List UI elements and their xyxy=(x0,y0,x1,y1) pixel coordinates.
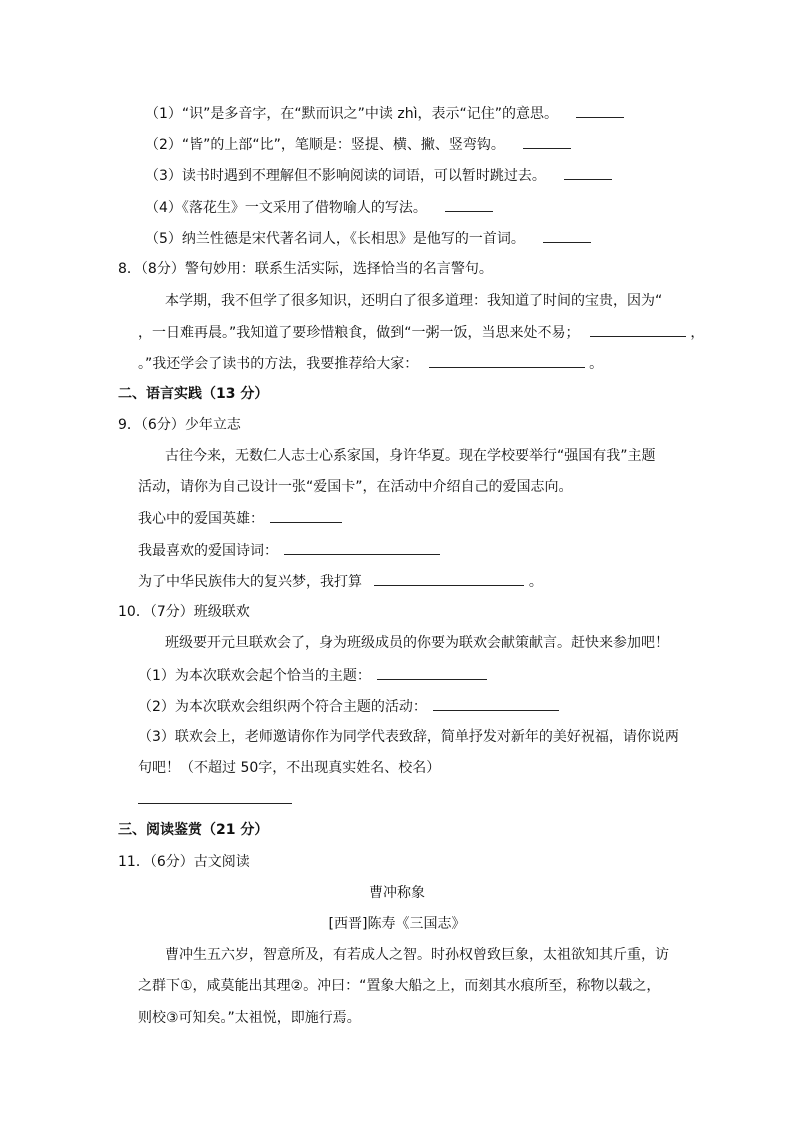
q10-activity-blank[interactable] xyxy=(433,696,559,711)
q10-sub-1: （1）为本次联欢会起个恰当的主题： xyxy=(138,665,487,686)
q10-sub-3b: 句吧！（不超过 50字，不出现真实姓名、校名） xyxy=(138,760,441,776)
q9-paragraph-1: 古往今来，无数仁人志士心系家国，身许华夏。现在学校要举行“强国有我”主题 xyxy=(165,448,656,464)
q9-title: 9．（6分）少年立志 xyxy=(118,417,241,433)
passage-line-1: 曹冲生五六岁，智意所及，有若成人之智。时孙权曾致巨象，太祖欲知其斤重，访 xyxy=(165,947,669,963)
passage-line-2: 之群下①，咸莫能出其理②。冲曰：“置象大船之上，而刻其水痕所至，称物以载之， xyxy=(138,978,661,994)
q8-line-3: 。”我还学会了读书的方法，我要推荐给大家： 。 xyxy=(138,353,603,374)
section-3-heading: 三、阅读鉴赏（21 分） xyxy=(118,822,269,838)
q8-blank-2[interactable] xyxy=(429,353,585,368)
q10-title: 10．（7分）班级联欢 xyxy=(118,604,250,620)
q10-theme-blank[interactable] xyxy=(377,665,487,680)
answer-blank[interactable] xyxy=(523,134,571,149)
q9-hero-line: 我心中的爱国英雄： xyxy=(138,508,342,529)
q9-paragraph-2: 活动，请你为自己设计一张“爱国卡”，在活动中介绍自己的爱国志向。 xyxy=(138,479,573,495)
q9-plan-line: 为了中华民族伟大的复兴梦，我打算 。 xyxy=(138,571,543,592)
judge-item-3: （3）读书时遇到不理解但不影响阅读的词语，可以暂时跳过去。 xyxy=(145,165,612,186)
judge-item-4: （4）《落花生》一文采用了借物喻人的写法。 xyxy=(145,197,493,218)
q9-poem-blank[interactable] xyxy=(284,540,440,555)
passage-title: 曹冲称象 xyxy=(369,885,425,901)
judge-item-5: （5）纳兰性德是宋代著名词人，《长相思》是他写的一首词。 xyxy=(145,228,591,249)
q11-title: 11．（6分）古文阅读 xyxy=(118,854,250,870)
passage-author: [西晋]陈寿《三国志》 xyxy=(328,916,466,932)
q8-line-2: ，一日难再晨。”我知道了要珍惜粮食，做到“一粥一饭，当思来处不易； ， xyxy=(138,322,704,343)
q10-sub-3a: （3）联欢会上，老师邀请你作为同学代表致辞，简单抒发对新年的美好祝福，请你说两 xyxy=(138,729,679,745)
q10-speech-blank[interactable] xyxy=(138,803,292,804)
judge-item-1: （1）“识”是多音字，在“默而识之”中读 zhì，表示“记住”的意思。 xyxy=(145,103,624,124)
judge-item-2: （2）“皆”的上部“比”，笔顺是：竖提、横、撇、竖弯钩。 xyxy=(145,134,571,155)
q8-line-1: 本学期，我不但学了很多知识，还明白了很多道理：我知道了时间的宝贵，因为“ xyxy=(165,293,663,309)
q8-title: 8．（8分）警句妙用：联系生活实际，选择恰当的名言警句。 xyxy=(118,261,493,277)
section-2-heading: 二、语言实践（13 分） xyxy=(118,386,269,402)
q10-intro: 班级要开元旦联欢会了，身为班级成员的你要为联欢会献策献言。赶快来参加吧！ xyxy=(165,635,669,651)
q10-sub-2: （2）为本次联欢会组织两个符合主题的活动： xyxy=(138,696,559,717)
passage-line-3: 则校③可知矣。”太祖悦，即施行焉。 xyxy=(138,1010,361,1026)
answer-blank[interactable] xyxy=(564,165,612,180)
q8-blank-1[interactable] xyxy=(590,322,686,337)
answer-blank[interactable] xyxy=(543,228,591,243)
q9-plan-blank[interactable] xyxy=(374,571,524,586)
answer-blank[interactable] xyxy=(576,103,624,118)
q9-hero-blank[interactable] xyxy=(270,508,342,523)
q9-poem-line: 我最喜欢的爱国诗词： xyxy=(138,540,440,561)
answer-blank[interactable] xyxy=(445,197,493,212)
